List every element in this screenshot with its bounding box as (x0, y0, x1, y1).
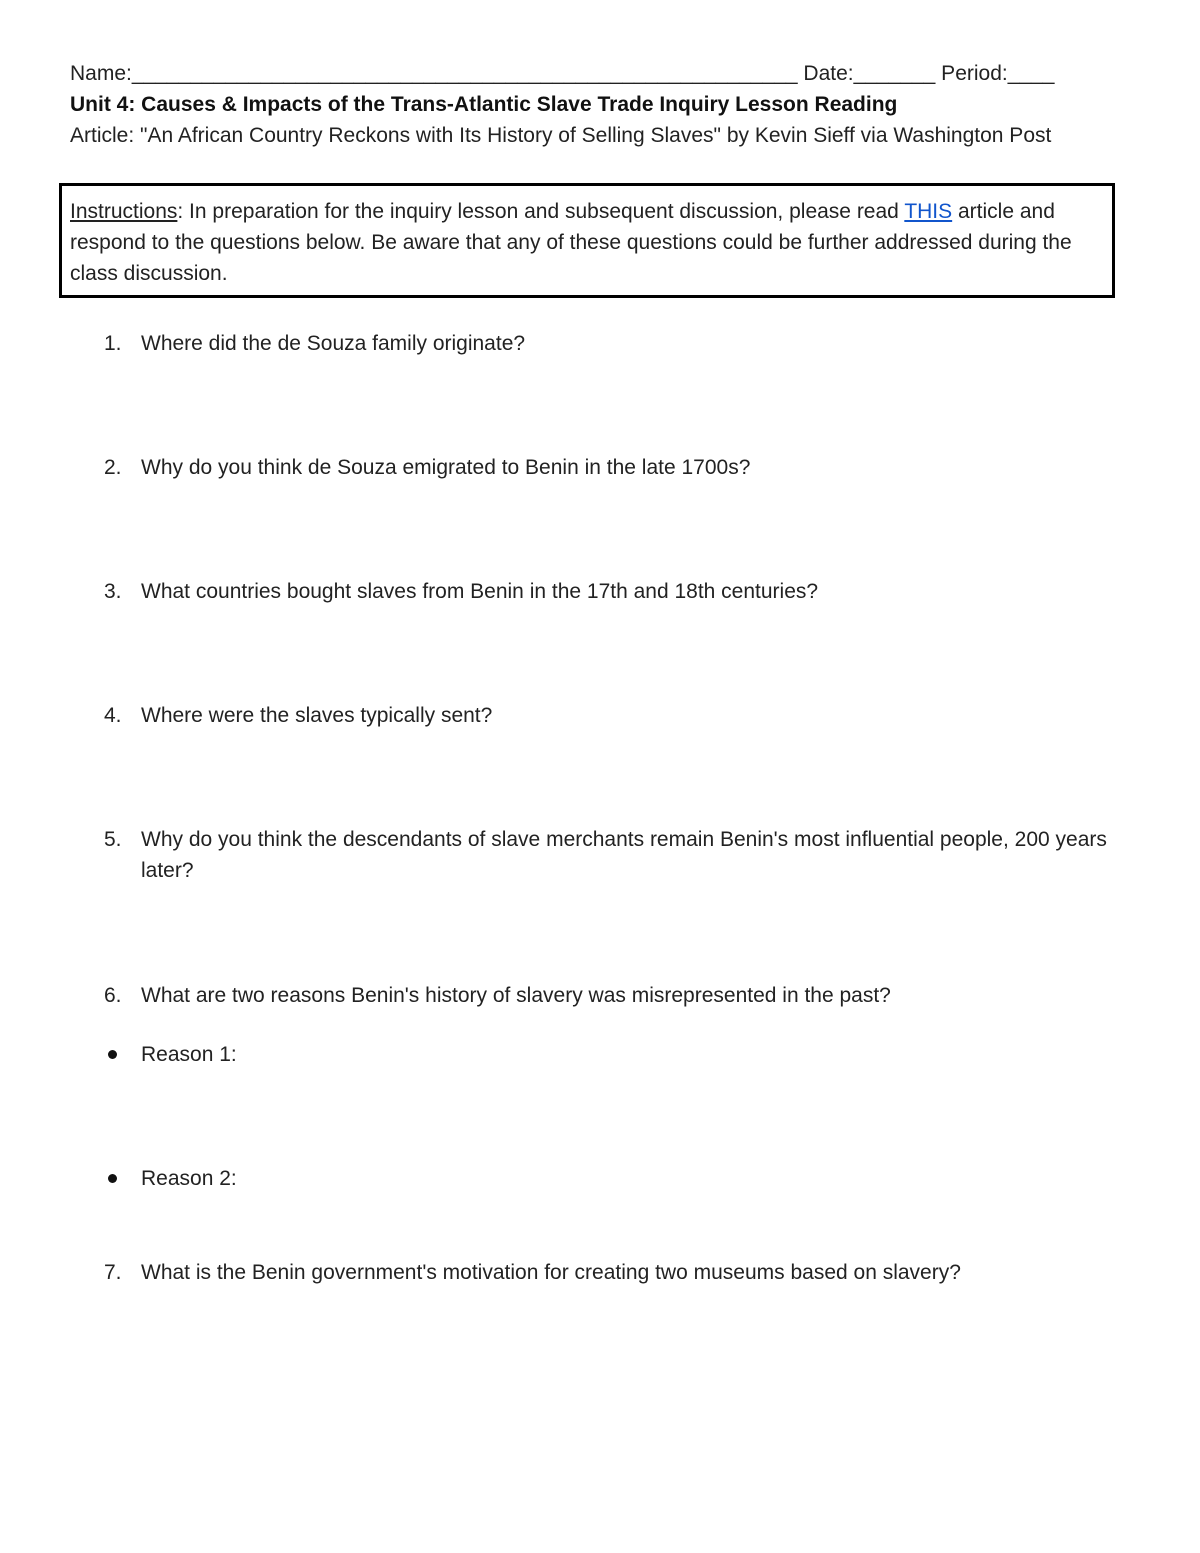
question-number: 6. (104, 984, 122, 1007)
instructions-box (59, 183, 1115, 298)
instructions-label: Instructions (70, 200, 178, 223)
question-text: Why do you think de Souza emigrated to Benin in the late 1700s? (141, 456, 751, 479)
instructions-intro: : In preparation for the inquiry lesson and subsequent discussion, please read (177, 200, 905, 223)
worksheet-header (70, 58, 1130, 151)
bullet-icon (108, 1174, 117, 1183)
question-text: What are two reasons Benin's history of slavery was misrepresented in the past? (141, 984, 891, 1007)
question-text: Where did the de Souza family originate? (141, 332, 526, 355)
question-text: What is the Benin government's motivation for creating two museums based on slavery? (141, 1261, 961, 1284)
question-number: 1. (104, 332, 122, 355)
question-number: 4. (104, 704, 122, 727)
article-link[interactable]: THIS (904, 200, 953, 223)
instructions-rest: article and respond to the questions below. Be aware that any of these questions could be further addressed during the class discussion. (70, 200, 1072, 285)
question-number: 5. (104, 828, 122, 851)
instructions-text (70, 196, 1100, 289)
name-date-period-line: Name:_________________________________________________________ Date:_______ Period:____ (70, 62, 1055, 85)
reason-label: Reason 1: (141, 1043, 237, 1066)
question-number: 2. (104, 456, 122, 479)
question-number: 3. (104, 580, 122, 603)
bullet-icon (108, 1050, 117, 1059)
article-citation: Article: "An African Country Reckons with Its History of Selling Slaves" by Kevin Sieff via Washington Post (70, 124, 1052, 147)
question-text: Where were the slaves typically sent? (141, 704, 493, 727)
reason-label: Reason 2: (141, 1167, 237, 1190)
question-number: 7. (104, 1261, 122, 1284)
question-text: Why do you think the descendants of slave merchants remain Benin's most influential people, 200 years later? (141, 828, 1107, 882)
worksheet-title: Unit 4: Causes & Impacts of the Trans-Atlantic Slave Trade Inquiry Lesson Reading (70, 93, 898, 116)
question-text: What countries bought slaves from Benin in the 17th and 18th centuries? (141, 580, 819, 603)
